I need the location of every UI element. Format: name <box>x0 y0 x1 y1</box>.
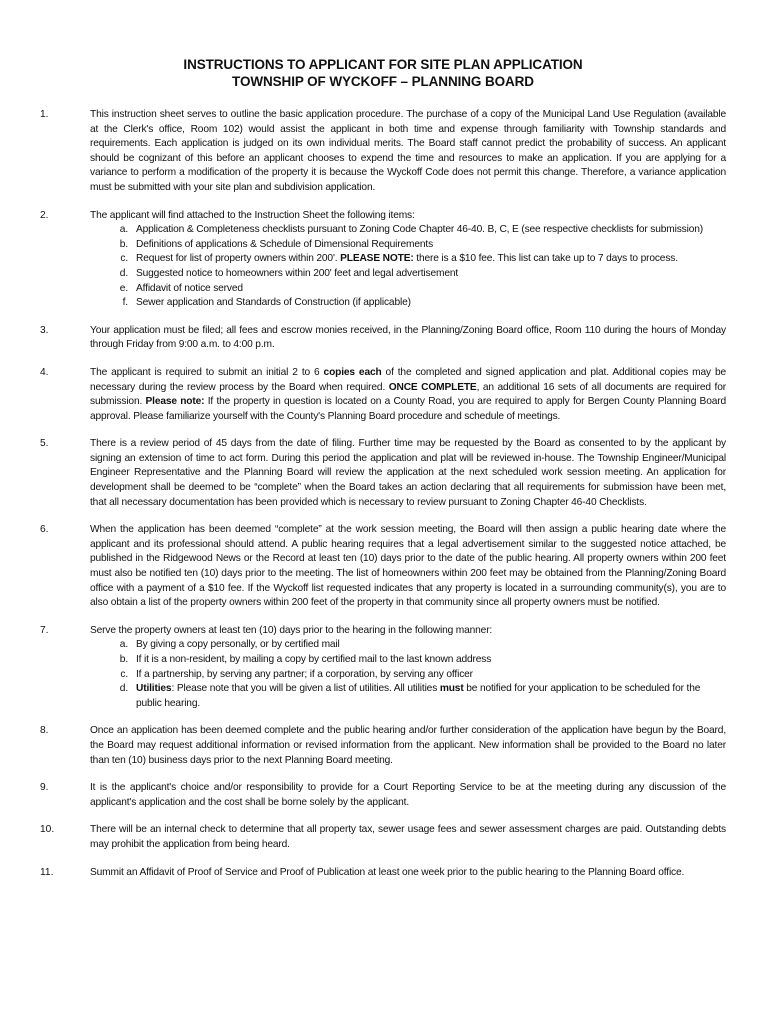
sub-text <box>136 252 726 267</box>
sub-letter: b. <box>119 654 128 665</box>
text-part: , an additional 16 sets of all documents are required for submission. <box>90 381 726 408</box>
title-line-2: TOWNSHIP OF WYCKOFF – PLANNING BOARD <box>232 74 534 89</box>
sub-item-a <box>90 223 726 238</box>
text-part: of the completed and signed application and plat. Additional copies may be necessary during the review process by the Board when required. <box>90 366 726 393</box>
item-number: 6. <box>40 524 49 536</box>
item-number: 8. <box>40 725 49 737</box>
sub-list <box>90 223 726 311</box>
item-text: Once an application has been deemed complete and the public hearing and/or further consideration of the application have begun by the Board, the Board may request additional information or revised information from the applicant. New information shall be provided to the Board no later than ten (10) business days prior to the next Planning Board meeting. <box>90 725 726 766</box>
item-number: 11. <box>40 866 54 878</box>
copies-each-emphasis: copies each <box>323 366 382 378</box>
sub-text-after: there is a $10 fee. This list can take up to 7 days to process. <box>413 253 678 265</box>
instruction-item-10 <box>40 823 726 852</box>
item-text: There is a review period of 45 days from the date of filing. Further time may be requested by the Board as consented to by the applicant by signing an extension of time to act form. During this period the application and plat will be reviewed in-house. The Township Engineer/Municipal Engineer Representative and the Planning Board will review the application at the next scheduled work session meeting. An application for development shall be deemed to be “complete” when the Board takes an action declaring that all requirements for submission have been met, that all necessary documentation has been provided which is necessary to review pursuant to Zoning Chapter 46-40 Checklists. <box>90 438 726 508</box>
sub-letter: f. <box>122 297 128 309</box>
sub-letter: a. <box>119 224 128 236</box>
instruction-item-6 <box>40 523 726 611</box>
instruction-item-2 <box>40 209 726 311</box>
sub-item-b <box>90 238 726 253</box>
item-number: 7. <box>40 624 49 636</box>
sub-letter: d. <box>119 267 128 279</box>
item-number: 10. <box>40 824 55 836</box>
sub-letter: b. <box>119 238 128 250</box>
item-number: 4. <box>40 366 49 378</box>
item-text: This instruction sheet serves to outline the basic application procedure. The purchase of a copy of the Municipal Land Use Regulation (available at the Clerk's office, Room 102) would assist the applicant in both time and expense through familiarity with Township standards and requirements. Each application is judged on its own individual merits. The Board staff cannot predict the probability of success. An applicant should be cognizant of this before an applicant chooses to expend the time and resources to make an application. If you are applying for a variance to perform a modification of the property it is because the Wyckoff Code does not permit this change. Therefore, a variance application must be submitted with your site plan and subdivision application. <box>90 109 726 193</box>
instruction-item-1 <box>40 108 726 196</box>
item-intro: The applicant will find attached to the Instruction Sheet the following items: <box>90 209 415 221</box>
item-number: 1. <box>40 109 49 120</box>
once-complete-emphasis: ONCE COMPLETE <box>388 381 477 393</box>
sub-item-c <box>90 668 726 683</box>
item-number: 3. <box>40 324 49 336</box>
item-text <box>90 366 726 424</box>
instruction-list <box>40 108 726 880</box>
utilities-label: Utilities <box>136 683 172 695</box>
sub-item-b <box>90 653 726 668</box>
sub-item-f <box>90 296 726 311</box>
sub-text: By giving a copy personally, or by certified mail <box>136 639 340 651</box>
sub-text-before: Request for list of property owners within 200'. <box>136 253 341 265</box>
text-part: The applicant is required to submit an initial 2 to 6 <box>90 366 324 378</box>
item-body <box>90 624 726 712</box>
item-text: It is the applicant's choice and/or responsibility to provide for a Court Reporting Service to be at the meeting during any discussion of the applicant's application and the cost shall be borne solely by the applicant. <box>90 782 726 808</box>
sub-item-d <box>90 267 726 282</box>
sub-text: Definitions of applications & Schedule of Dimensional Requirements <box>136 238 434 250</box>
text-part: If the property in question is located on a County Road, you are required to apply for Bergen County Planning Board approval. Please familiarize yourself with the County's Planning Board procedure and schedule of meetings. <box>90 396 726 422</box>
sub-item-d <box>90 682 726 711</box>
sub-letter: c. <box>120 253 128 265</box>
sub-text: Sewer application and Standards of Construction (if applicable) <box>136 297 411 309</box>
sub-text: Affidavit of notice served <box>136 282 243 294</box>
must-emphasis: must <box>439 683 464 695</box>
item-number: 9. <box>40 782 49 794</box>
please-note-label: Please note: <box>145 396 205 408</box>
instruction-item-3 <box>40 324 726 353</box>
sub-list <box>90 638 726 711</box>
sub-letter: a. <box>119 639 128 651</box>
sub-letter: c. <box>120 668 128 680</box>
item-text: Summit an Affidavit of Proof of Service and Proof of Publication at least one week prior to the public hearing to the Planning Board office. <box>90 866 685 878</box>
item-body <box>90 209 726 311</box>
title-line-1: INSTRUCTIONS TO APPLICANT FOR SITE PLAN APPLICATION <box>183 57 583 72</box>
sub-letter: e. <box>119 282 128 294</box>
sub-text: If a partnership, by serving any partner; if a corporation, by serving any officer <box>136 668 473 680</box>
instruction-item-8 <box>40 724 726 768</box>
please-note-label: PLEASE NOTE: <box>340 253 414 265</box>
instruction-item-5 <box>40 437 726 510</box>
sub-text: Suggested notice to homeowners within 200' feet and legal advertisement <box>136 267 459 279</box>
instruction-item-9 <box>40 781 726 810</box>
instruction-item-4 <box>40 366 726 424</box>
sub-text-mid: : Please note that you will be given a list of utilities. All utilities <box>171 683 440 695</box>
item-text: There will be an internal check to determine that all property tax, sewer usage fees and sewer assessment charges are paid. Outstanding debts may prohibit the application from being heard. <box>90 824 726 850</box>
sub-item-c <box>90 252 726 267</box>
document-title <box>40 56 726 90</box>
item-number: 2. <box>40 209 49 221</box>
sub-text-after: be notified for your application to be scheduled for the public hearing. <box>136 683 701 709</box>
item-text: Your application must be filed; all fees and escrow monies received, in the Planning/Zoning Board office, Room 110 during the hours of Monday through Friday from 9:00 a.m. to 4:00 p.m. <box>90 324 726 351</box>
item-text: When the application has been deemed “complete” at the work session meeting, the Board will then assign a public hearing date where the applicant and its professional should attend. A public hearing requires that a legal advertisement similar to the suggested notice attached, be published in the Ridgewood News or the Record at least ten (10) days prior to the date of the public hearing. All property owners within 200 feet must also be notified ten (10) days prior to the meeting. The list of homeowners within 200 feet may be obtained from the Planning/Zoning Board office with a payment of a $10 fee. If the Wyckoff list requested indicates that any property is located in a surrounding community(s), you are to also obtain a list of the property owners within 200 feet of the property in that community since all property owners must be notified. <box>90 524 726 609</box>
sub-text: Application & Completeness checklists pursuant to Zoning Code Chapter 46-40. B, C, E (see respective checklists for submission) <box>136 224 704 236</box>
item-number: 5. <box>40 438 49 450</box>
sub-letter: d. <box>119 683 128 695</box>
sub-text <box>136 682 726 711</box>
sub-text: If it is a non-resident, by mailing a copy by certified mail to the last known address <box>136 654 492 665</box>
item-intro: Serve the property owners at least ten (10) days prior to the hearing in the following manner: <box>90 624 493 636</box>
instruction-item-11 <box>40 866 726 881</box>
instruction-item-7 <box>40 624 726 712</box>
sub-item-a <box>90 638 726 653</box>
sub-item-e <box>90 282 726 297</box>
